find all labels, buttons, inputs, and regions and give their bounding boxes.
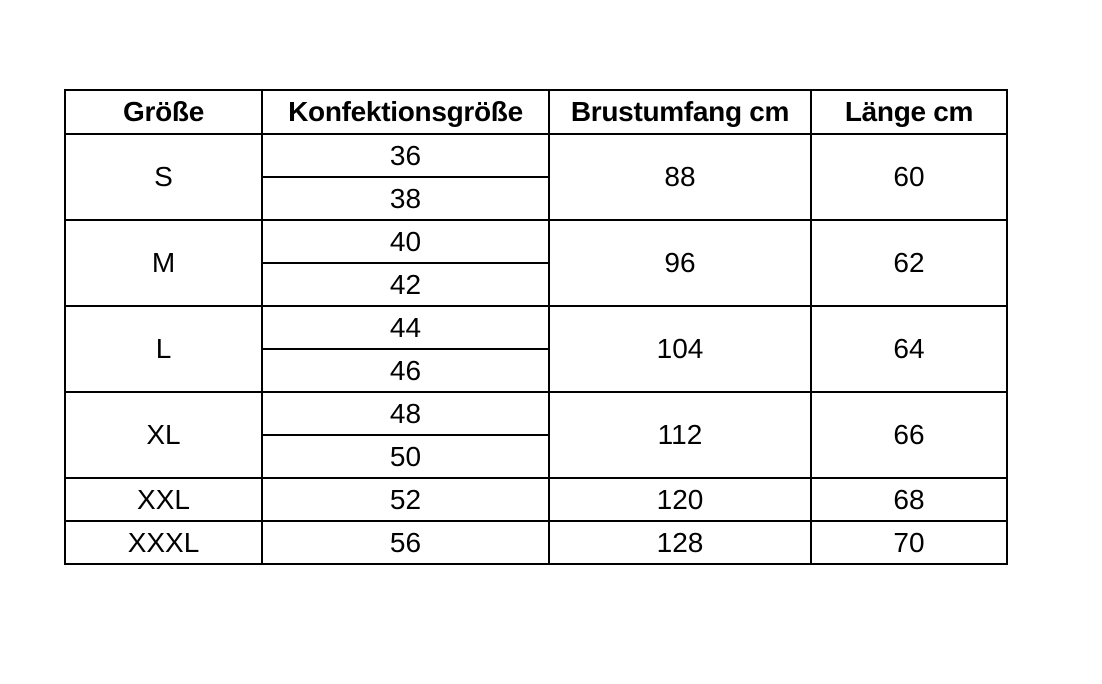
size-cell: S (65, 134, 262, 220)
konfektion-cell: 36 (262, 134, 549, 177)
table-row (65, 392, 1007, 435)
laenge-cell: 70 (811, 521, 1007, 564)
konfektion-cell: 46 (262, 349, 549, 392)
header-groesse: Größe (65, 90, 262, 134)
table-row (65, 478, 1007, 521)
brustumfang-cell: 128 (549, 521, 811, 564)
laenge-cell: 60 (811, 134, 1007, 220)
size-cell: L (65, 306, 262, 392)
header-row (65, 90, 1007, 134)
size-cell: XXXL (65, 521, 262, 564)
konfektion-cell: 44 (262, 306, 549, 349)
header-laenge: Länge cm (811, 90, 1007, 134)
table-row (65, 521, 1007, 564)
brustumfang-cell: 104 (549, 306, 811, 392)
laenge-cell: 68 (811, 478, 1007, 521)
header-brustumfang: Brustumfang cm (549, 90, 811, 134)
size-chart-table (64, 89, 1008, 565)
brustumfang-cell: 96 (549, 220, 811, 306)
header-konfektionsgroesse: Konfektionsgröße (262, 90, 549, 134)
konfektion-cell: 50 (262, 435, 549, 478)
table-row (65, 220, 1007, 263)
size-cell: XXL (65, 478, 262, 521)
konfektion-cell: 48 (262, 392, 549, 435)
konfektion-cell: 56 (262, 521, 549, 564)
size-cell: M (65, 220, 262, 306)
laenge-cell: 64 (811, 306, 1007, 392)
table-row (65, 306, 1007, 349)
konfektion-cell: 42 (262, 263, 549, 306)
brustumfang-cell: 88 (549, 134, 811, 220)
laenge-cell: 62 (811, 220, 1007, 306)
size-cell: XL (65, 392, 262, 478)
table-row (65, 134, 1007, 177)
laenge-cell: 66 (811, 392, 1007, 478)
konfektion-cell: 52 (262, 478, 549, 521)
brustumfang-cell: 120 (549, 478, 811, 521)
konfektion-cell: 40 (262, 220, 549, 263)
brustumfang-cell: 112 (549, 392, 811, 478)
konfektion-cell: 38 (262, 177, 549, 220)
